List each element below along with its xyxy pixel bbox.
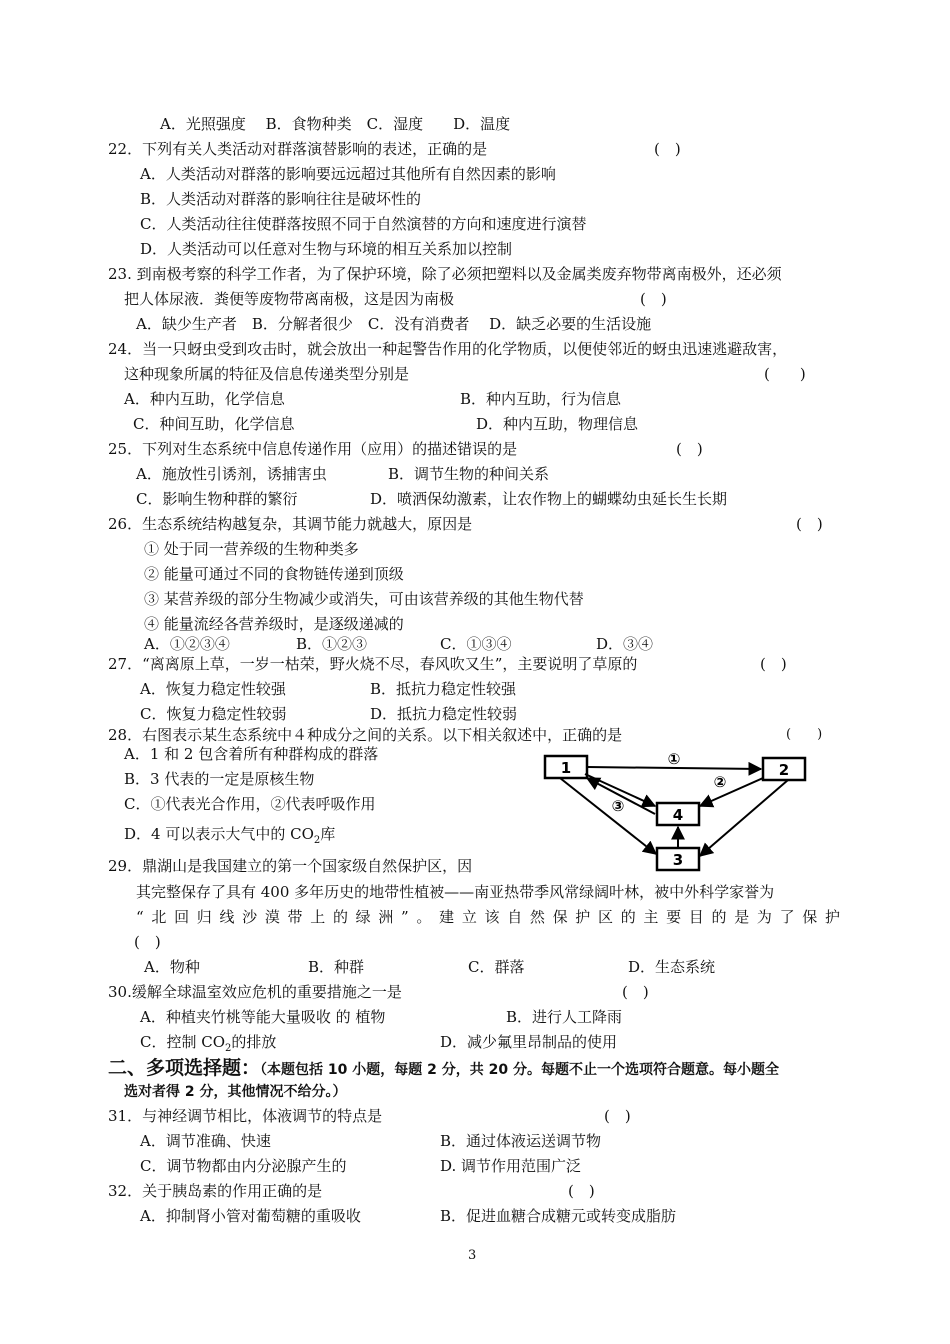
q22-answer-paren: ( ) [654,140,681,158]
q25-option-b: B．调节生物的种间关系 [388,465,550,483]
q28-option-c: C．①代表光合作用，②代表呼吸作用 [124,795,376,813]
q24-stem-line2: 这种现象所属的特征及信息传递类型分别是 [124,365,410,383]
q31-stem: 31．与神经调节相比，体液调节的特点是 [108,1107,383,1125]
q23-stem-line2: 把人体尿液．粪便等废物带离南极，这是因为南极 [124,290,455,308]
q32-answer-paren: ( ) [568,1182,595,1200]
q26-statement-3: ③ 某营养级的部分生物减少或消失，可由该营养级的其他生物代替 [144,590,584,608]
q22-option-d: D．人类活动可以任意对生物与环境的相互关系加以控制 [140,240,513,258]
q29-option-c: C．群落 [468,958,525,976]
q29-option-b: B．种群 [308,958,365,976]
q28-ecosystem-diagram [540,744,840,872]
q28-option-a: A．1 和 2 包含着所有种群构成的群落 [124,745,379,763]
q32-option-a: A．抑制肾小管对葡萄糖的重吸收 [140,1207,361,1225]
q29-stem-line2: 其完整保存了具有 400 多年历史的地带性植被——南亚热带季风常绿阔叶林，被中外科学家誉为 [136,883,775,901]
q26-option-d: D．③④ [596,635,654,653]
section2-note-line1: （本题包括 10 小题，每题 2 分，共 20 分。每题不止一个选项符合题意。每小题全 [260,1062,779,1078]
q29-stem-line3: “北回归线沙漠带上的绿洲”。建立该自然保护区的主要目的是为了保护 [136,908,840,926]
section2-heading [108,1056,779,1082]
q25-option-a: A．施放性引诱剂，诱捕害虫 [136,465,327,483]
q26-answer-paren: ( ) [796,515,823,533]
q24-option-b: B．种内互助，行为信息 [460,390,622,408]
node-1-label: 1 [560,759,572,777]
q30-option-b: B．进行人工降雨 [506,1008,623,1026]
q27-option-b: B．抵抗力稳定性较强 [370,680,517,698]
q29-answer-paren: ( ) [134,933,161,951]
q29-option-a: A．物种 [144,958,200,976]
q25-stem: 25．下列对生态系统中信息传递作用（应用）的描述错误的是 [108,440,518,458]
q32-stem: 32．关于胰岛素的作用正确的是 [108,1182,323,1200]
process-label-3: ③ [611,797,625,815]
q22-stem: 22．下列有关人类活动对群落演替影响的表述，正确的是 [108,140,488,158]
q30-stem: 30.缓解全球温室效应危机的重要措施之一是 [108,983,402,1001]
q28-option-d: D．4 可以表示大气中的 $CO_2$库 [124,825,336,846]
q28-answer-paren: ( ) [786,727,823,742]
section2-title: 二、多项选择题： [108,1057,261,1079]
q25-option-c: C．影响生物种群的繁衍 [136,490,298,508]
q30-option-a: A．种植夹竹桃等能大量吸收 的 植物 [140,1008,386,1026]
q26-option-c: C．①③④ [440,635,512,653]
q26-statement-1: ① 处于同一营养级的生物种类多 [144,540,359,558]
q27-option-d: D．抵抗力稳定性较弱 [370,705,518,723]
q28-stem: 28．右图表示某生态系统中４种成分之间的关系。以下相关叙述中，正确的是 [108,726,623,744]
node-3-label: 3 [672,851,684,869]
q32-option-b: B．促进血糖合成糖元或转变成脂肪 [440,1207,677,1225]
q23-answer-paren: ( ) [640,290,667,308]
q26-option-a: A．①②③④ [144,635,230,653]
q25-answer-paren: ( ) [676,440,703,458]
q31-answer-paren: ( ) [604,1107,631,1125]
q26-stem: 26．生态系统结构越复杂，其调节能力就越大，原因是 [108,515,473,533]
q24-option-d: D．种内互助，物理信息 [476,415,639,433]
q30-option-c: C．控制 $CO_2$的排放 [140,1033,277,1054]
q31-option-d: D. 调节作用范围广泛 [440,1157,582,1175]
q23-options: A．缺少生产者 B．分解者很少 C．没有消费者 D．缺乏必要的生活设施 [136,315,652,333]
arrow-2-to-3 [700,780,788,856]
q27-option-a: A．恢复力稳定性较强 [140,680,286,698]
q27-stem: 27．“离离原上草，一岁一枯荣，野火烧不尽，春风吹又生”，主要说明了草原的 [108,655,638,673]
node-2-label: 2 [778,761,790,779]
q28-option-b: B．3 代表的一定是原核生物 [124,770,315,788]
q26-option-b: B．①②③ [296,635,368,653]
q26-statement-2: ② 能量可通过不同的食物链传递到顶级 [144,565,404,583]
q29-stem-line1: 29．鼎湖山是我国建立的第一个国家级自然保护区，因 [108,857,473,875]
q31-option-b: B．通过体液运送调节物 [440,1132,602,1150]
q31-option-c: C．调节物都由内分泌腺产生的 [140,1157,347,1175]
q24-option-a: A．种内互助，化学信息 [124,390,285,408]
process-label-1: ① [667,750,681,768]
q25-option-d: D．喷洒保幼激素，让农作物上的蝴蝶幼虫延长生长期 [370,490,728,508]
arrow-2-to-4 [700,778,763,806]
q29-option-d: D．生态系统 [628,958,716,976]
q22-option-b: B．人类活动对群落的影响往往是破坏性的 [140,190,422,208]
q23-stem-line1: 23. 到南极考察的科学工作者，为了保护环境，除了必须把塑料以及金属类废弃物带离南极外，还必须 [108,265,782,283]
process-label-2: ② [713,773,727,791]
q24-option-c: C．种间互助，化学信息 [133,415,295,433]
q30-answer-paren: ( ) [622,983,649,1001]
section2-note-line2: 选对者得 2 分，其他情况不给分。） [124,1084,347,1100]
page-number: 3 [468,1248,477,1263]
q31-option-a: A．调节准确、快速 [140,1132,271,1150]
q24-stem-line1: 24．当一只蚜虫受到攻击时，就会放出一种起警告作用的化学物质，以便使邻近的蚜虫迅速逃避敌害， [108,340,788,358]
q24-answer-paren: ( ) [764,365,806,383]
q22-option-c: C．人类活动往往使群落按照不同于自然演替的方向和速度进行演替 [140,215,587,233]
q27-option-c: C．恢复力稳定性较弱 [140,705,287,723]
q27-answer-paren: ( ) [760,655,787,673]
q21-options: A．光照强度 B．食物种类 C．湿度 D．温度 [160,115,511,133]
q30-option-d: D．减少氟里昂制品的使用 [440,1033,618,1051]
q26-statement-4: ④ 能量流经各营养级时，是逐级递减的 [144,615,404,633]
node-4-label: 4 [672,806,684,824]
q22-option-a: A．人类活动对群落的影响要远远超过其他所有自然因素的影响 [140,165,556,183]
